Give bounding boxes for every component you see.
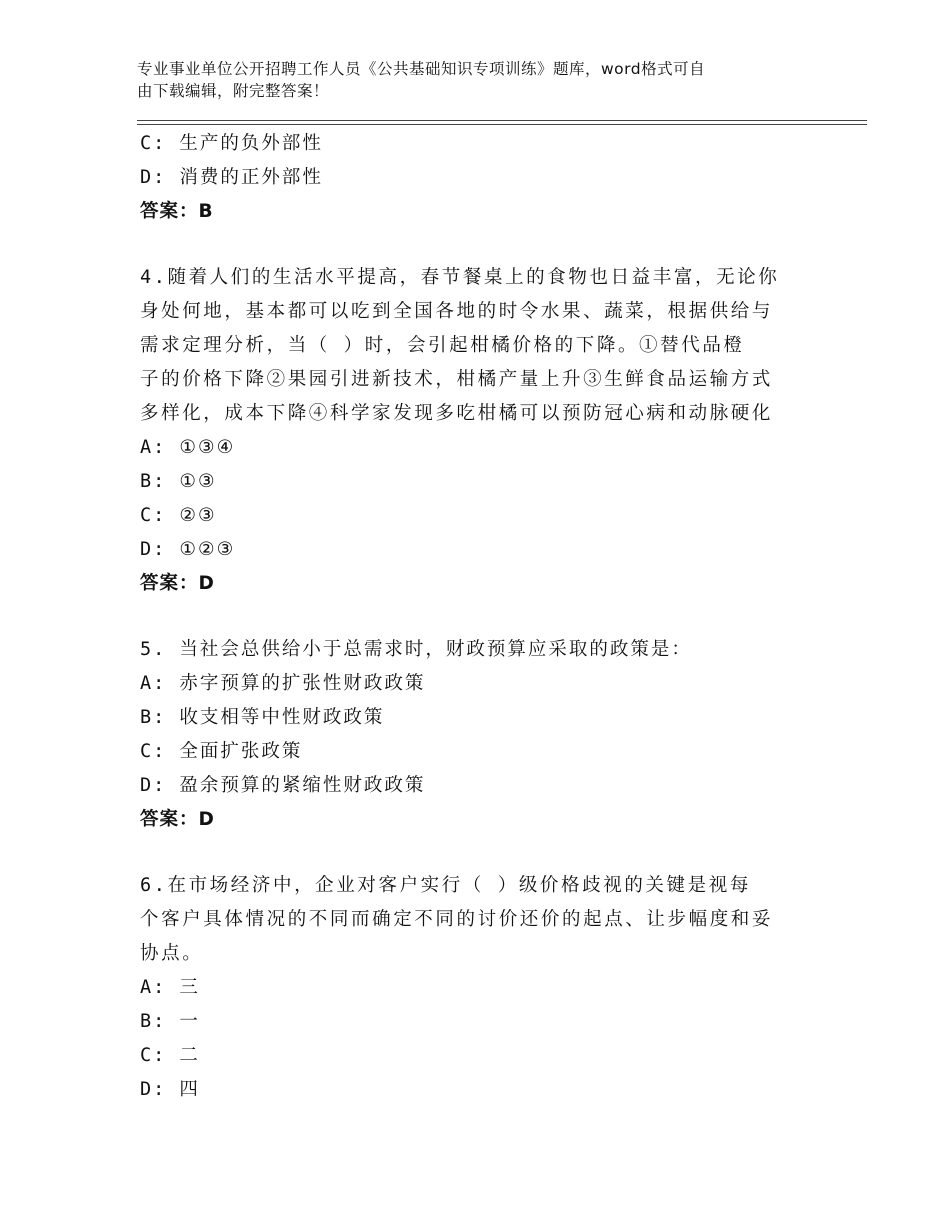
stem-line: 多样化，成本下降④科学家发现多吃柑橘可以预防冠心病和动脉硬化	[140, 403, 774, 424]
prev-question	[140, 127, 800, 229]
header-line-1: 专业事业单位公开招聘工作人员《公共基础知识专项训练》题库，word格式可自	[137, 60, 706, 78]
page-header	[137, 58, 817, 102]
question-5-stem: 5. 当社会总供给小于总需求时，财政预算应采取的政策是：	[140, 639, 692, 660]
option-d: D: 盈余预算的紧缩性财政政策	[140, 775, 426, 796]
option-a: A: ①③④	[140, 437, 236, 458]
option-d: D: 消费的正外部性	[140, 167, 323, 188]
option-c: C: ②③	[140, 505, 217, 526]
answer-label: 答案：D	[140, 573, 215, 594]
option-b: B: 一	[140, 1011, 200, 1032]
header-rule-thick	[137, 120, 867, 121]
option-d: D: ①②③	[140, 539, 236, 560]
stem-line: 身处何地，基本都可以吃到全国各地的时令水果、蔬菜，根据供给与	[140, 301, 774, 322]
option-b: B: ①③	[140, 471, 217, 492]
header-rule-thin	[137, 124, 867, 125]
question-5	[140, 633, 800, 837]
stem-line: 需求定理分析，当（ ）时，会引起柑橘价格的下降。①替代品橙	[140, 335, 745, 356]
answer-label: 答案：D	[140, 809, 215, 830]
question-6-stem	[140, 869, 800, 971]
header-line-2: 由下载编辑，附完整答案！	[137, 82, 330, 100]
option-b: B: 收支相等中性财政政策	[140, 707, 385, 728]
option-a: A: 赤字预算的扩张性财政政策	[140, 673, 426, 694]
stem-line: 协点。	[140, 943, 204, 964]
stem-line: 4.随着人们的生活水平提高，春节餐桌上的食物也日益丰富，无论你	[140, 267, 780, 288]
question-4-stem	[140, 261, 800, 431]
option-c: C: 二	[140, 1045, 200, 1066]
option-a: A: 三	[140, 977, 200, 998]
stem-line: 6.在市场经济中，企业对客户实行（ ）级价格歧视的关键是视每	[140, 875, 751, 896]
question-4	[140, 261, 800, 601]
question-6	[140, 869, 800, 1107]
answer-label: 答案：B	[140, 201, 214, 222]
option-d: D: 四	[140, 1079, 200, 1100]
option-c: C: 生产的负外部性	[140, 133, 323, 154]
stem-line: 子的价格下降②果园引进新技术，柑橘产量上升③生鲜食品运输方式	[140, 369, 774, 390]
stem-line: 个客户具体情况的不同而确定不同的讨价还价的起点、让步幅度和妥	[140, 909, 774, 930]
option-c: C: 全面扩张政策	[140, 741, 303, 762]
question-content	[140, 127, 800, 1107]
